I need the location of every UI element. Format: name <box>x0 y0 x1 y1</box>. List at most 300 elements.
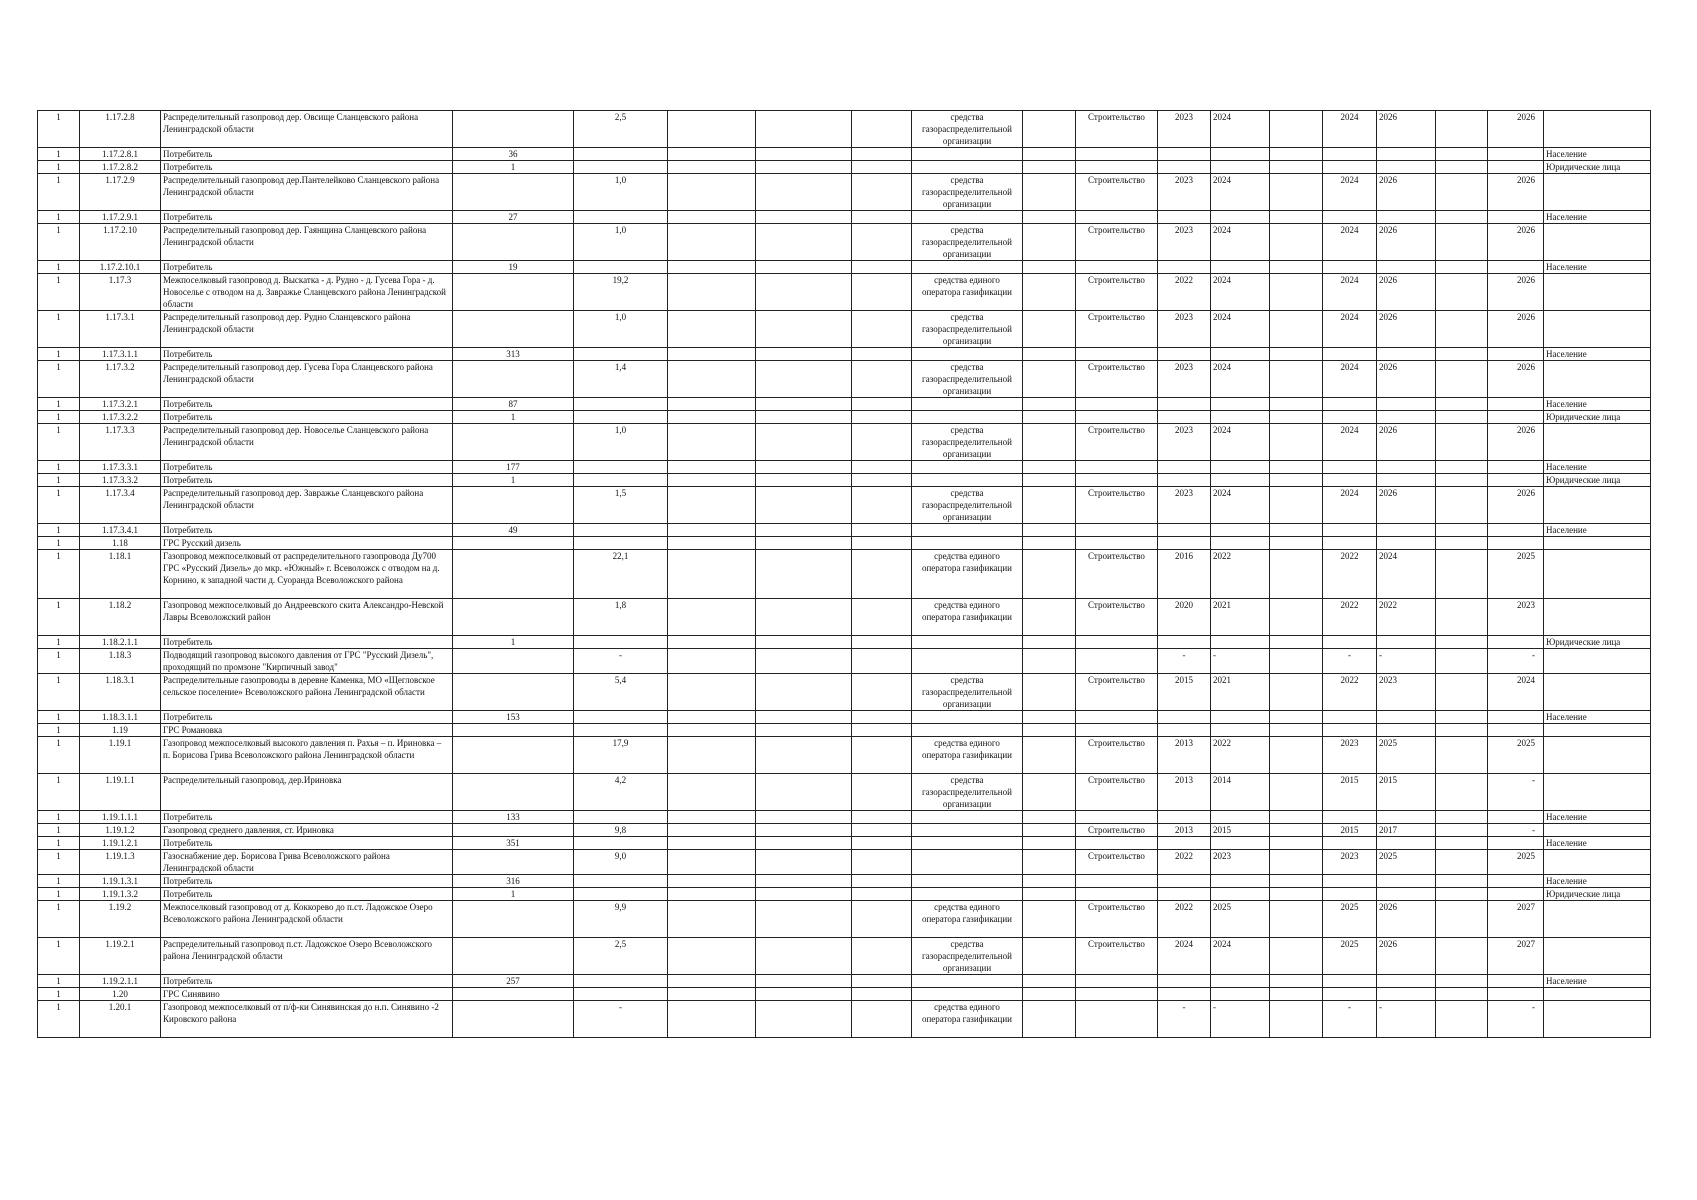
col-blank-c <box>852 424 912 461</box>
col-start-year: - <box>1158 649 1211 674</box>
col-end-year <box>1211 811 1270 824</box>
col-blank-e <box>1270 636 1323 649</box>
col-work-type <box>1076 988 1158 1001</box>
col-consumer-type: Население <box>1544 811 1651 824</box>
col-blank-e <box>1270 311 1323 348</box>
col-object-name: Распределительный газопровод дер. Завражье Сланцевского района Ленинградской области <box>161 487 453 524</box>
col-consumer-type: Юридические лица <box>1544 636 1651 649</box>
col-object-name: Газопровод среднего давления, ст. Ириновка <box>161 824 453 837</box>
col-blank-e <box>1270 938 1323 975</box>
col-blank-a <box>668 411 756 424</box>
col-blank-f <box>1436 348 1488 361</box>
col-object-name: Потребитель <box>161 148 453 161</box>
col-end-year-2: - <box>1377 649 1436 674</box>
col-blank-d <box>1023 774 1076 811</box>
col-section: 1 <box>38 724 80 737</box>
col-object-name: Распределительный газопровод дер. Гаянщина Сланцевского района Ленинградской области <box>161 224 453 261</box>
col-object-name: Распределительный газопровод п.ст. Ладожское Озеро Всеволожского района Ленинградской области <box>161 938 453 975</box>
col-blank-d <box>1023 211 1076 224</box>
col-blank-b <box>756 361 852 398</box>
col-section: 1 <box>38 875 80 888</box>
col-blank-c <box>852 211 912 224</box>
col-work-type: Строительство <box>1076 361 1158 398</box>
col-blank-f <box>1436 724 1488 737</box>
col-end-year-2: 2026 <box>1377 311 1436 348</box>
col-funding-source <box>912 811 1023 824</box>
col-start-year-2: 2025 <box>1323 901 1377 938</box>
col-work-type: Строительство <box>1076 174 1158 211</box>
col-blank-b <box>756 398 852 411</box>
col-funding-source: средства газораспределительной организации <box>912 938 1023 975</box>
col-work-type <box>1076 888 1158 901</box>
col-completion-year <box>1488 875 1544 888</box>
col-consumers: 177 <box>453 461 574 474</box>
col-start-year <box>1158 348 1211 361</box>
col-consumer-type <box>1544 988 1651 1001</box>
table-row <box>38 474 1651 487</box>
col-completion-year <box>1488 461 1544 474</box>
col-blank-c <box>852 737 912 774</box>
col-completion-year: - <box>1488 774 1544 811</box>
col-start-year <box>1158 411 1211 424</box>
col-code: 1.19.2.1.1 <box>80 975 161 988</box>
table-row <box>38 411 1651 424</box>
col-blank-b <box>756 487 852 524</box>
col-length-km <box>574 474 668 487</box>
col-work-type <box>1076 537 1158 550</box>
table-row <box>38 599 1651 636</box>
col-blank-d <box>1023 901 1076 938</box>
col-end-year <box>1211 474 1270 487</box>
col-blank-a <box>668 274 756 311</box>
col-length-km: 17,9 <box>574 737 668 774</box>
col-blank-d <box>1023 811 1076 824</box>
col-end-year <box>1211 837 1270 850</box>
col-length-km <box>574 975 668 988</box>
col-section: 1 <box>38 424 80 461</box>
col-blank-e <box>1270 599 1323 636</box>
col-consumers <box>453 674 574 711</box>
col-length-km: 1,8 <box>574 599 668 636</box>
col-blank-b <box>756 988 852 1001</box>
col-length-km: - <box>574 1001 668 1038</box>
col-work-type <box>1076 975 1158 988</box>
col-start-year: 2023 <box>1158 224 1211 261</box>
col-section: 1 <box>38 649 80 674</box>
col-blank-b <box>756 537 852 550</box>
col-end-year <box>1211 975 1270 988</box>
col-funding-source <box>912 537 1023 550</box>
col-completion-year <box>1488 975 1544 988</box>
col-code: 1.17.3.3 <box>80 424 161 461</box>
col-funding-source <box>912 837 1023 850</box>
col-blank-a <box>668 636 756 649</box>
col-blank-b <box>756 901 852 938</box>
col-consumers: 1 <box>453 636 574 649</box>
col-work-type: Строительство <box>1076 850 1158 875</box>
col-work-type <box>1076 398 1158 411</box>
col-length-km <box>574 888 668 901</box>
col-object-name: Потребитель <box>161 888 453 901</box>
col-blank-d <box>1023 274 1076 311</box>
col-consumer-type: Население <box>1544 261 1651 274</box>
col-completion-year: 2026 <box>1488 274 1544 311</box>
col-end-year: 2024 <box>1211 274 1270 311</box>
col-start-year-2: 2022 <box>1323 599 1377 636</box>
col-code: 1.19.2 <box>80 901 161 938</box>
col-object-name: Потребитель <box>161 524 453 537</box>
col-consumer-type: Население <box>1544 461 1651 474</box>
col-section: 1 <box>38 737 80 774</box>
col-section: 1 <box>38 824 80 837</box>
col-blank-f <box>1436 361 1488 398</box>
col-code: 1.20.1 <box>80 1001 161 1038</box>
col-work-type: Строительство <box>1076 901 1158 938</box>
col-start-year-2: 2023 <box>1323 850 1377 875</box>
col-object-name: Подводящий газопровод высокого давления от ГРС "Русский Дизель", проходящий по промзоне "Кирпичный завод" <box>161 649 453 674</box>
col-funding-source <box>912 348 1023 361</box>
col-blank-e <box>1270 837 1323 850</box>
col-section: 1 <box>38 411 80 424</box>
col-work-type <box>1076 711 1158 724</box>
col-blank-b <box>756 524 852 537</box>
col-consumers: 36 <box>453 148 574 161</box>
col-blank-d <box>1023 261 1076 274</box>
table-row <box>38 636 1651 649</box>
col-blank-e <box>1270 474 1323 487</box>
col-completion-year <box>1488 261 1544 274</box>
col-blank-e <box>1270 649 1323 674</box>
col-funding-source: средства единого оператора газификации <box>912 901 1023 938</box>
col-blank-c <box>852 348 912 361</box>
col-length-km: 19,2 <box>574 274 668 311</box>
col-end-year <box>1211 636 1270 649</box>
table-row <box>38 975 1651 988</box>
col-object-name: Газоснабжение дер. Борисова Грива Всеволожского района Ленинградской области <box>161 850 453 875</box>
col-start-year-2 <box>1323 975 1377 988</box>
col-code: 1.19.1.3.2 <box>80 888 161 901</box>
col-blank-d <box>1023 111 1076 148</box>
col-object-name: Потребитель <box>161 875 453 888</box>
col-blank-b <box>756 174 852 211</box>
col-end-year <box>1211 711 1270 724</box>
col-object-name: Распределительный газопровод дер. Гусева Гора Сланцевского района Ленинградской области <box>161 361 453 398</box>
col-section: 1 <box>38 988 80 1001</box>
col-work-type <box>1076 1001 1158 1038</box>
col-work-type <box>1076 649 1158 674</box>
col-consumer-type <box>1544 724 1651 737</box>
col-blank-a <box>668 975 756 988</box>
col-completion-year: 2026 <box>1488 224 1544 261</box>
col-end-year-2 <box>1377 711 1436 724</box>
col-blank-d <box>1023 737 1076 774</box>
col-consumers <box>453 537 574 550</box>
col-start-year-2: 2024 <box>1323 424 1377 461</box>
col-code: 1.17.2.8.2 <box>80 161 161 174</box>
col-length-km <box>574 261 668 274</box>
col-object-name: Распределительный газопровод дер.Пантелейково Сланцевского района Ленинградской области <box>161 174 453 211</box>
col-code: 1.19.1.1.1 <box>80 811 161 824</box>
col-blank-f <box>1436 311 1488 348</box>
col-funding-source: средства газораспределительной организации <box>912 424 1023 461</box>
col-consumers: 19 <box>453 261 574 274</box>
col-blank-c <box>852 901 912 938</box>
col-blank-d <box>1023 398 1076 411</box>
col-completion-year: 2026 <box>1488 174 1544 211</box>
col-blank-a <box>668 424 756 461</box>
col-completion-year: 2026 <box>1488 361 1544 398</box>
col-funding-source: средства газораспределительной организации <box>912 174 1023 211</box>
col-length-km <box>574 537 668 550</box>
col-object-name: Потребитель <box>161 261 453 274</box>
col-end-year <box>1211 211 1270 224</box>
col-work-type: Строительство <box>1076 674 1158 711</box>
col-consumers <box>453 224 574 261</box>
col-consumers: 351 <box>453 837 574 850</box>
col-blank-d <box>1023 348 1076 361</box>
col-blank-b <box>756 148 852 161</box>
col-object-name: Потребитель <box>161 411 453 424</box>
col-length-km <box>574 711 668 724</box>
col-completion-year <box>1488 711 1544 724</box>
col-blank-b <box>756 111 852 148</box>
col-consumer-type <box>1544 674 1651 711</box>
col-code: 1.19 <box>80 724 161 737</box>
col-section: 1 <box>38 161 80 174</box>
col-blank-f <box>1436 148 1488 161</box>
col-work-type: Строительство <box>1076 274 1158 311</box>
col-object-name: Потребитель <box>161 711 453 724</box>
col-blank-c <box>852 711 912 724</box>
col-section: 1 <box>38 174 80 211</box>
col-start-year-2: 2023 <box>1323 737 1377 774</box>
col-start-year-2: 2015 <box>1323 774 1377 811</box>
col-completion-year: 2023 <box>1488 599 1544 636</box>
col-blank-e <box>1270 537 1323 550</box>
col-code: 1.18 <box>80 537 161 550</box>
table-row <box>38 361 1651 398</box>
col-consumer-type: Юридические лица <box>1544 411 1651 424</box>
col-start-year: 2022 <box>1158 274 1211 311</box>
col-blank-e <box>1270 988 1323 1001</box>
col-blank-f <box>1436 424 1488 461</box>
col-blank-a <box>668 711 756 724</box>
col-end-year-2: 2017 <box>1377 824 1436 837</box>
col-code: 1.17.2.8.1 <box>80 148 161 161</box>
col-end-year <box>1211 398 1270 411</box>
col-blank-c <box>852 724 912 737</box>
col-start-year: 2023 <box>1158 424 1211 461</box>
table-row <box>38 424 1651 461</box>
col-start-year <box>1158 636 1211 649</box>
col-code: 1.18.1 <box>80 550 161 599</box>
col-length-km <box>574 211 668 224</box>
col-completion-year <box>1488 161 1544 174</box>
col-consumers <box>453 550 574 599</box>
col-end-year <box>1211 875 1270 888</box>
col-consumer-type: Население <box>1544 348 1651 361</box>
col-funding-source: средства единого оператора газификации <box>912 737 1023 774</box>
col-blank-b <box>756 636 852 649</box>
col-end-year: 2025 <box>1211 901 1270 938</box>
col-start-year <box>1158 888 1211 901</box>
col-length-km: 9,0 <box>574 850 668 875</box>
col-consumers <box>453 174 574 211</box>
col-blank-a <box>668 461 756 474</box>
col-work-type <box>1076 837 1158 850</box>
col-consumer-type <box>1544 274 1651 311</box>
col-blank-d <box>1023 975 1076 988</box>
col-section: 1 <box>38 348 80 361</box>
col-blank-d <box>1023 461 1076 474</box>
col-blank-f <box>1436 261 1488 274</box>
col-blank-a <box>668 474 756 487</box>
col-start-year-2 <box>1323 724 1377 737</box>
col-funding-source: средства газораспределительной организации <box>912 311 1023 348</box>
col-blank-c <box>852 649 912 674</box>
col-blank-d <box>1023 599 1076 636</box>
col-code: 1.17.3.4 <box>80 487 161 524</box>
col-section: 1 <box>38 674 80 711</box>
col-object-name: Газопровод межпоселковый до Андреевского скита Александро-Невской Лавры Всеволожский район <box>161 599 453 636</box>
col-end-year: 2024 <box>1211 111 1270 148</box>
col-code: 1.18.2 <box>80 599 161 636</box>
col-code: 1.17.3.2.2 <box>80 411 161 424</box>
col-blank-c <box>852 261 912 274</box>
col-blank-c <box>852 674 912 711</box>
col-end-year-2: 2026 <box>1377 224 1436 261</box>
col-work-type <box>1076 461 1158 474</box>
col-blank-e <box>1270 274 1323 311</box>
col-blank-e <box>1270 148 1323 161</box>
col-completion-year: 2026 <box>1488 111 1544 148</box>
col-section: 1 <box>38 550 80 599</box>
col-code: 1.17.2.10 <box>80 224 161 261</box>
col-work-type: Строительство <box>1076 111 1158 148</box>
col-length-km <box>574 988 668 1001</box>
col-start-year <box>1158 537 1211 550</box>
table-row <box>38 111 1651 148</box>
col-start-year-2: 2022 <box>1323 550 1377 599</box>
col-consumers: 1 <box>453 474 574 487</box>
col-start-year: 2013 <box>1158 824 1211 837</box>
col-consumer-type <box>1544 311 1651 348</box>
col-blank-a <box>668 537 756 550</box>
col-section: 1 <box>38 599 80 636</box>
table-row <box>38 398 1651 411</box>
col-consumers <box>453 599 574 636</box>
col-start-year-2: 2024 <box>1323 111 1377 148</box>
col-length-km <box>574 524 668 537</box>
col-blank-e <box>1270 674 1323 711</box>
col-work-type <box>1076 636 1158 649</box>
col-start-year <box>1158 261 1211 274</box>
col-end-year: 2024 <box>1211 224 1270 261</box>
col-start-year <box>1158 211 1211 224</box>
table-row <box>38 901 1651 938</box>
col-end-year: 2015 <box>1211 824 1270 837</box>
col-consumer-type <box>1544 649 1651 674</box>
col-code: 1.17.3.3.2 <box>80 474 161 487</box>
col-length-km <box>574 837 668 850</box>
col-start-year: 2022 <box>1158 850 1211 875</box>
col-blank-d <box>1023 524 1076 537</box>
col-blank-b <box>756 599 852 636</box>
col-end-year: 2023 <box>1211 850 1270 875</box>
col-completion-year <box>1488 348 1544 361</box>
table-row <box>38 550 1651 599</box>
col-end-year: 2024 <box>1211 487 1270 524</box>
col-blank-a <box>668 550 756 599</box>
col-start-year <box>1158 711 1211 724</box>
col-consumers <box>453 988 574 1001</box>
col-consumer-type <box>1544 850 1651 875</box>
col-blank-d <box>1023 875 1076 888</box>
col-end-year-2: 2022 <box>1377 599 1436 636</box>
col-blank-d <box>1023 1001 1076 1038</box>
col-completion-year <box>1488 988 1544 1001</box>
col-blank-f <box>1436 875 1488 888</box>
col-funding-source: средства единого оператора газификации <box>912 274 1023 311</box>
col-end-year-2 <box>1377 875 1436 888</box>
col-object-name: Потребитель <box>161 398 453 411</box>
col-work-type <box>1076 474 1158 487</box>
col-work-type: Строительство <box>1076 311 1158 348</box>
col-consumers <box>453 938 574 975</box>
col-consumers <box>453 774 574 811</box>
col-code: 1.18.3 <box>80 649 161 674</box>
col-funding-source <box>912 988 1023 1001</box>
table-row <box>38 274 1651 311</box>
col-start-year <box>1158 398 1211 411</box>
col-funding-source <box>912 398 1023 411</box>
col-blank-c <box>852 938 912 975</box>
col-object-name: Потребитель <box>161 811 453 824</box>
col-end-year-2 <box>1377 888 1436 901</box>
col-end-year: 2021 <box>1211 599 1270 636</box>
col-blank-e <box>1270 975 1323 988</box>
col-end-year-2 <box>1377 461 1436 474</box>
col-blank-c <box>852 850 912 875</box>
table-row <box>38 737 1651 774</box>
col-section: 1 <box>38 901 80 938</box>
col-section: 1 <box>38 537 80 550</box>
col-end-year: 2021 <box>1211 674 1270 711</box>
col-length-km: 2,5 <box>574 938 668 975</box>
col-blank-e <box>1270 211 1323 224</box>
col-completion-year <box>1488 474 1544 487</box>
col-blank-a <box>668 1001 756 1038</box>
col-blank-f <box>1436 461 1488 474</box>
col-length-km <box>574 636 668 649</box>
col-code: 1.17.3 <box>80 274 161 311</box>
col-blank-a <box>668 724 756 737</box>
col-blank-a <box>668 988 756 1001</box>
col-end-year-2 <box>1377 261 1436 274</box>
col-end-year <box>1211 524 1270 537</box>
col-completion-year: - <box>1488 824 1544 837</box>
col-blank-d <box>1023 537 1076 550</box>
col-blank-d <box>1023 850 1076 875</box>
col-code: 1.17.3.1.1 <box>80 348 161 361</box>
col-object-name: ГРС Романовка <box>161 724 453 737</box>
col-length-km: 9,8 <box>574 824 668 837</box>
col-blank-e <box>1270 824 1323 837</box>
col-blank-e <box>1270 261 1323 274</box>
col-start-year <box>1158 988 1211 1001</box>
col-consumer-type: Юридические лица <box>1544 888 1651 901</box>
col-blank-f <box>1436 774 1488 811</box>
